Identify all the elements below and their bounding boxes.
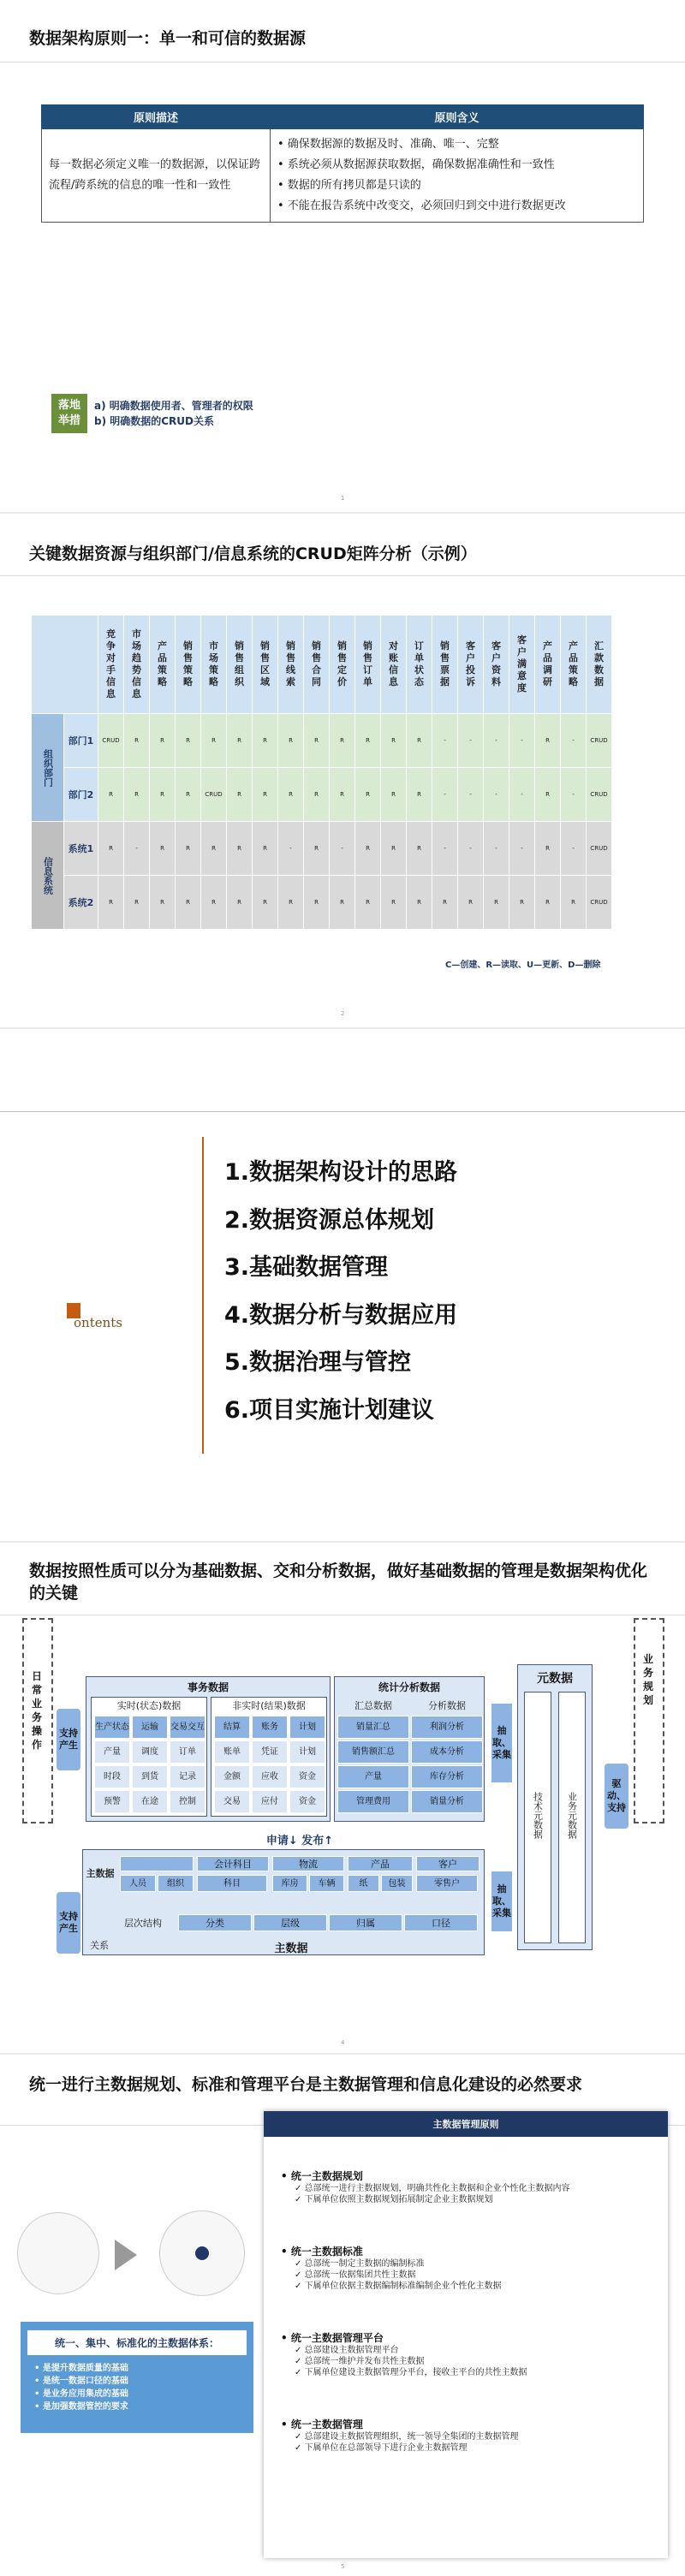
stat-cell: 销量汇总 [337, 1716, 409, 1739]
biz-plan-box [634, 1618, 664, 1823]
extract-arrow: 抽取、采集 [491, 1871, 512, 1931]
biz-plan-label: 业务规划 [642, 1653, 653, 1706]
crud-cell: R [150, 714, 176, 768]
column-header: 客户投诉 [458, 616, 484, 714]
transaction-cell: 在途 [132, 1790, 168, 1813]
action-item: a) 明确数据使用者、管理者的权限 [94, 400, 253, 412]
section-item: ✓ 总部统一依据集团共性主数据 [295, 2270, 416, 2280]
transaction-cell: 应收 [252, 1765, 288, 1788]
biz-meta-label: 业务元数据 [566, 1791, 578, 1839]
stat-cell: 销量分析 [411, 1790, 483, 1813]
action-block [51, 394, 253, 433]
support-arrow: 支持产生 [57, 1892, 80, 1954]
section-item: ✓ 下属单位建设主数据管理分平台，接收主平台的共性主数据 [295, 2368, 527, 2377]
crud-cell: R [98, 822, 124, 876]
divider [0, 1111, 685, 1112]
crud-cell: - [432, 822, 458, 876]
master-system-box [21, 2322, 253, 2433]
master-cell: 科目 [197, 1875, 267, 1892]
toc-item: 3.基础数据管理 [224, 1254, 389, 1281]
crud-cell: R [355, 714, 381, 768]
crud-cell: R [227, 822, 253, 876]
crud-cell: - [561, 768, 587, 822]
slide-1 [0, 0, 685, 512]
crud-cell: CRUD [587, 876, 612, 930]
crud-cell: R [561, 876, 587, 930]
crud-cell: R [381, 876, 407, 930]
section-item: ✓ 总部建设主数据管理组织，统一领导全集团的主数据管理 [295, 2432, 519, 2442]
crud-cell: - [432, 714, 458, 768]
master-group [120, 1856, 194, 1871]
column-header: 市场趋势信息 [124, 616, 150, 714]
transaction-cell: 账务 [252, 1716, 288, 1739]
crud-cell: R [150, 876, 176, 930]
tech-meta-label: 技术元数据 [532, 1791, 544, 1839]
crud-cell: - [561, 822, 587, 876]
crud-cell: R [98, 876, 124, 930]
column-header: 销售票据 [432, 616, 458, 714]
meaning-item: • 不能在报告系统中改变交，必须回归到交中进行数据更改 [277, 199, 566, 212]
crud-cell: R [381, 714, 407, 768]
slide1-title: 数据架构原则一：单一和可信的数据源 [29, 29, 307, 48]
crud-cell: R [150, 768, 176, 822]
header-corner [32, 616, 98, 714]
crud-cell: R [98, 768, 124, 822]
stat-cell: 库存分析 [411, 1765, 483, 1788]
row-name: 部门2 [64, 768, 98, 822]
table-header: 原则描述 [42, 105, 271, 129]
crud-cell: R [176, 876, 201, 930]
crud-cell: R [278, 876, 304, 930]
principle-table [41, 104, 644, 223]
transaction-cell: 结算 [214, 1716, 250, 1739]
transaction-cell: 订单 [170, 1740, 206, 1764]
section-heading: • 统一主数据标准 [281, 2246, 363, 2258]
section-item: ✓ 总部统一进行主数据规划，明确共性化主数据和企业个性化主数据内容 [295, 2184, 570, 2193]
crud-cell: R [484, 876, 509, 930]
crud-cell: - [509, 768, 535, 822]
column-header: 销售订单 [355, 616, 381, 714]
nonrealtime-label: 非实时(结果)数据 [232, 1699, 306, 1711]
row-name: 系统1 [64, 822, 98, 876]
crud-cell: R [176, 714, 201, 768]
toc-item: 5.数据治理与管控 [224, 1349, 412, 1376]
crud-cell: R [253, 822, 278, 876]
transaction-cell: 资金 [289, 1765, 325, 1788]
crud-cell: R [407, 876, 432, 930]
toc-list [224, 1149, 457, 1434]
hub-icon [195, 2246, 209, 2260]
crud-cell: R [304, 768, 330, 822]
crud-cell: R [355, 768, 381, 822]
transaction-cell: 到货 [132, 1765, 168, 1788]
crud-cell: - [458, 714, 484, 768]
transaction-cell: 计划 [289, 1716, 325, 1739]
metadata-title: 元数据 [537, 1672, 573, 1686]
realtime-label: 实时(状态)数据 [116, 1699, 182, 1711]
crud-cell: R [124, 876, 150, 930]
crud-cell: R [201, 822, 227, 876]
crud-cell: R [330, 714, 355, 768]
crud-cell: R [150, 822, 176, 876]
column-header: 客户满意度 [509, 616, 535, 714]
crud-cell: R [381, 822, 407, 876]
extract-arrow: 抽取、采集 [491, 1704, 512, 1782]
master-group: 会计科目 [197, 1856, 269, 1871]
slide5-title: 统一进行主数据规划、标准和管理平台是主数据管理和信息化建设的必然要求 [29, 2075, 583, 2094]
section-item: ✓ 下属单位依据主数据编制标准编制企业个性化主数据 [295, 2282, 502, 2291]
column-header: 订单状态 [407, 616, 432, 714]
drive-support-arrow: 驱动、支持 [605, 1764, 628, 1829]
stat-cell: 利润分析 [411, 1716, 483, 1739]
crud-cell: R [278, 768, 304, 822]
crud-cell: - [509, 822, 535, 876]
column-header: 销售区域 [253, 616, 278, 714]
crud-cell: R [124, 714, 150, 768]
transaction-cell: 计划 [289, 1740, 325, 1764]
crud-cell: R [278, 714, 304, 768]
principle-section [281, 2333, 527, 2378]
hierarchy-cell: 口径 [404, 1914, 478, 1931]
toc-item: 1.数据架构设计的思路 [224, 1159, 458, 1186]
stat-cell: 管理费用 [337, 1790, 409, 1813]
principle-section [281, 2171, 570, 2205]
crud-legend: C—创建、R—读取、U—更新、D—删除 [445, 961, 601, 970]
toc-item: 2.数据资源总体规划 [224, 1206, 435, 1234]
distributed-diagram-icon [17, 2212, 99, 2294]
crud-matrix [31, 615, 612, 930]
crud-cell: R [458, 876, 484, 930]
crud-cell: R [355, 876, 381, 930]
principle-section [281, 2246, 502, 2292]
crud-cell: R [509, 876, 535, 930]
stat-cell: 产量 [337, 1765, 409, 1788]
transaction-cell: 凭证 [252, 1740, 288, 1764]
meaning-item: • 数据的所有拷贝都是只读的 [277, 179, 421, 192]
crud-cell: R [535, 876, 561, 930]
apply-publish-label: 申请↓ 发布↑ [265, 1835, 334, 1847]
master-cell: 库房 [272, 1875, 307, 1892]
section-heading: • 统一主数据规划 [281, 2170, 363, 2182]
row-name: 系统2 [64, 876, 98, 930]
daily-ops-label: 日常业务操作 [31, 1670, 42, 1751]
crud-cell: R [201, 714, 227, 768]
crud-cell: R [124, 768, 150, 822]
column-header: 竞争对手信息 [98, 616, 124, 714]
crud-cell: - [484, 822, 509, 876]
slide2-title: 关键数据资源与组织部门/信息系统的CRUD矩阵分析（示例） [29, 544, 477, 563]
box-item: • 是统一数据口径的基础 [34, 2377, 128, 2386]
section-item: ✓ 总部建设主数据管理平台 [295, 2346, 399, 2355]
master-cell: 纸 [348, 1875, 379, 1892]
transaction-cell: 资金 [289, 1790, 325, 1813]
crud-cell: R [253, 768, 278, 822]
panel-title: 主数据管理原则 [264, 2111, 668, 2137]
crud-cell: R [407, 822, 432, 876]
page-number: 2 [341, 1010, 345, 1017]
hierarchy-cell: 层级 [253, 1914, 327, 1931]
column-header: 汇款数据 [587, 616, 612, 714]
box-item: • 是加强数据管控的要求 [34, 2402, 128, 2412]
crud-cell: R [535, 714, 561, 768]
meaning-item: • 系统必须从数据源获取数据，确保数据准确性和一致性 [277, 158, 555, 171]
arrow-right-icon [115, 2240, 137, 2270]
section-heading: • 统一主数据管理 [281, 2418, 363, 2430]
slide4-title: 数据按照性质可以分为基础数据、交和分析数据，做好基础数据的管理是数据架构优化的关键 [29, 1562, 648, 1603]
column-header: 产品策略 [150, 616, 176, 714]
master-bottom-label: 主数据 [274, 1942, 308, 1955]
crud-cell: R [355, 822, 381, 876]
column-header: 产品调研 [535, 616, 561, 714]
transaction-cell: 交易交互 [170, 1716, 206, 1739]
crud-cell: R [304, 876, 330, 930]
crud-cell: R [176, 768, 201, 822]
crud-cell: R [227, 876, 253, 930]
master-cell: 零售户 [416, 1875, 478, 1892]
crud-cell: R [304, 714, 330, 768]
transaction-cell: 调度 [132, 1740, 168, 1764]
action-list [94, 398, 253, 429]
crud-cell: R [535, 768, 561, 822]
support-arrow: 支持产生 [57, 1709, 80, 1770]
transaction-cell: 金额 [214, 1765, 250, 1788]
crud-cell: R [432, 876, 458, 930]
transaction-cell: 控制 [170, 1790, 206, 1813]
crud-cell: - [561, 714, 587, 768]
crud-cell: - [124, 822, 150, 876]
crud-cell: CRUD [587, 714, 612, 768]
transaction-cell: 时段 [94, 1765, 130, 1788]
transaction-cell: 生产状态 [94, 1716, 130, 1739]
table-header: 原则含义 [271, 105, 644, 129]
divider [0, 575, 685, 576]
column-header: 对账信息 [381, 616, 407, 714]
crud-cell: R [253, 876, 278, 930]
transaction-cell: 账单 [214, 1740, 250, 1764]
meaning-item: • 确保数据源的数据及时、准确、唯一、完整 [277, 138, 499, 151]
principle-section [281, 2419, 519, 2454]
crud-cell: - [458, 822, 484, 876]
crud-cell: R [201, 876, 227, 930]
hierarchy-cell: 归属 [329, 1914, 402, 1931]
master-group: 物流 [272, 1856, 344, 1871]
transaction-cell: 交易 [214, 1790, 250, 1813]
master-group: 客户 [416, 1856, 480, 1871]
divider-bar [202, 1137, 204, 1454]
column-header: 产品策略 [561, 616, 587, 714]
section-heading: • 统一主数据管理平台 [281, 2332, 384, 2344]
column-header: 销售线索 [278, 616, 304, 714]
crud-cell: - [330, 822, 355, 876]
hierarchy-cell: 分类 [178, 1914, 252, 1931]
crud-cell: - [278, 822, 304, 876]
stat-title: 统计分析数据 [378, 1681, 440, 1693]
section-item: ✓ 下属单位在总部领导下进行企业主数据管理 [295, 2443, 468, 2453]
crud-cell: R [330, 768, 355, 822]
crud-cell: R [407, 768, 432, 822]
page-number: 5 [341, 2563, 345, 2570]
hierarchy-label: 层次结构 [124, 1917, 162, 1929]
crud-cell: R [304, 822, 330, 876]
master-cell: 组织 [158, 1875, 194, 1892]
section-item: ✓ 总部统一制定主数据的编制标准 [295, 2259, 425, 2269]
summary-label: 汇总数据 [354, 1699, 392, 1711]
crud-cell: - [484, 714, 509, 768]
relation-label: 关系 [90, 1939, 109, 1951]
section-item: ✓ 下属单位依照主数据规划拓展制定企业主数据规划 [295, 2195, 493, 2204]
contents-logo-text: ontents [74, 1315, 122, 1330]
box-item: • 是提升数据质量的基础 [34, 2364, 128, 2373]
crud-cell: - [484, 768, 509, 822]
principle-desc: 每一数据必须定义唯一的数据源，以保证跨流程/跨系统的信息的唯一性和一致性 [42, 129, 271, 223]
group-sys: 信息系统 [32, 822, 64, 930]
crud-cell: R [227, 714, 253, 768]
crud-cell: R [253, 714, 278, 768]
column-header: 销售策略 [176, 616, 201, 714]
crud-cell: R [535, 822, 561, 876]
crud-cell: - [458, 768, 484, 822]
crud-cell: CRUD [98, 714, 124, 768]
box-item: • 是业务应用集成的基础 [34, 2389, 128, 2399]
analysis-label: 分析数据 [428, 1699, 466, 1711]
crud-cell: R [227, 768, 253, 822]
action-label: 落地 举措 [51, 394, 87, 433]
row-name: 部门1 [64, 714, 98, 768]
column-header: 销售组织 [227, 616, 253, 714]
toc-item: 6.项目实施计划建议 [224, 1396, 435, 1424]
crud-cell: CRUD [201, 768, 227, 822]
page-number: 4 [341, 2039, 345, 2046]
master-cell: 人员 [120, 1875, 156, 1892]
box-title: 统一、集中、标准化的主数据体系： [27, 2330, 247, 2355]
master-group: 产品 [348, 1856, 413, 1871]
crud-cell: R [407, 714, 432, 768]
section-item: ✓ 总部统一维护并发布共性主数据 [295, 2357, 425, 2366]
group-org: 组织部门 [32, 714, 64, 822]
crud-cell: - [432, 768, 458, 822]
crud-cell: - [509, 714, 535, 768]
toc-item: 4.数据分析与数据应用 [224, 1301, 458, 1329]
crud-cell: R [330, 876, 355, 930]
stat-cell: 成本分析 [411, 1740, 483, 1764]
crud-cell: R [381, 768, 407, 822]
action-item: b) 明确数据的CRUD关系 [94, 415, 215, 427]
transaction-cell: 产量 [94, 1740, 130, 1764]
transaction-cell: 预警 [94, 1790, 130, 1813]
master-cell: 车辆 [309, 1875, 344, 1892]
page-number: 1 [341, 495, 345, 502]
transaction-title: 事务数据 [187, 1681, 229, 1693]
transaction-cell: 记录 [170, 1765, 206, 1788]
crud-cell: R [176, 822, 201, 876]
column-header: 销售合同 [304, 616, 330, 714]
crud-cell: CRUD [587, 768, 612, 822]
crud-cell: CRUD [587, 822, 612, 876]
column-header: 客户资料 [484, 616, 509, 714]
master-cell: 包装 [381, 1875, 413, 1892]
column-header: 销售定价 [330, 616, 355, 714]
transaction-cell: 运输 [132, 1716, 168, 1739]
stat-cell: 销售额汇总 [337, 1740, 409, 1764]
principle-meanings [271, 129, 644, 223]
transaction-cell: 应付 [252, 1790, 288, 1813]
master-label: 主数据 [86, 1867, 115, 1879]
column-header: 市场策略 [201, 616, 227, 714]
